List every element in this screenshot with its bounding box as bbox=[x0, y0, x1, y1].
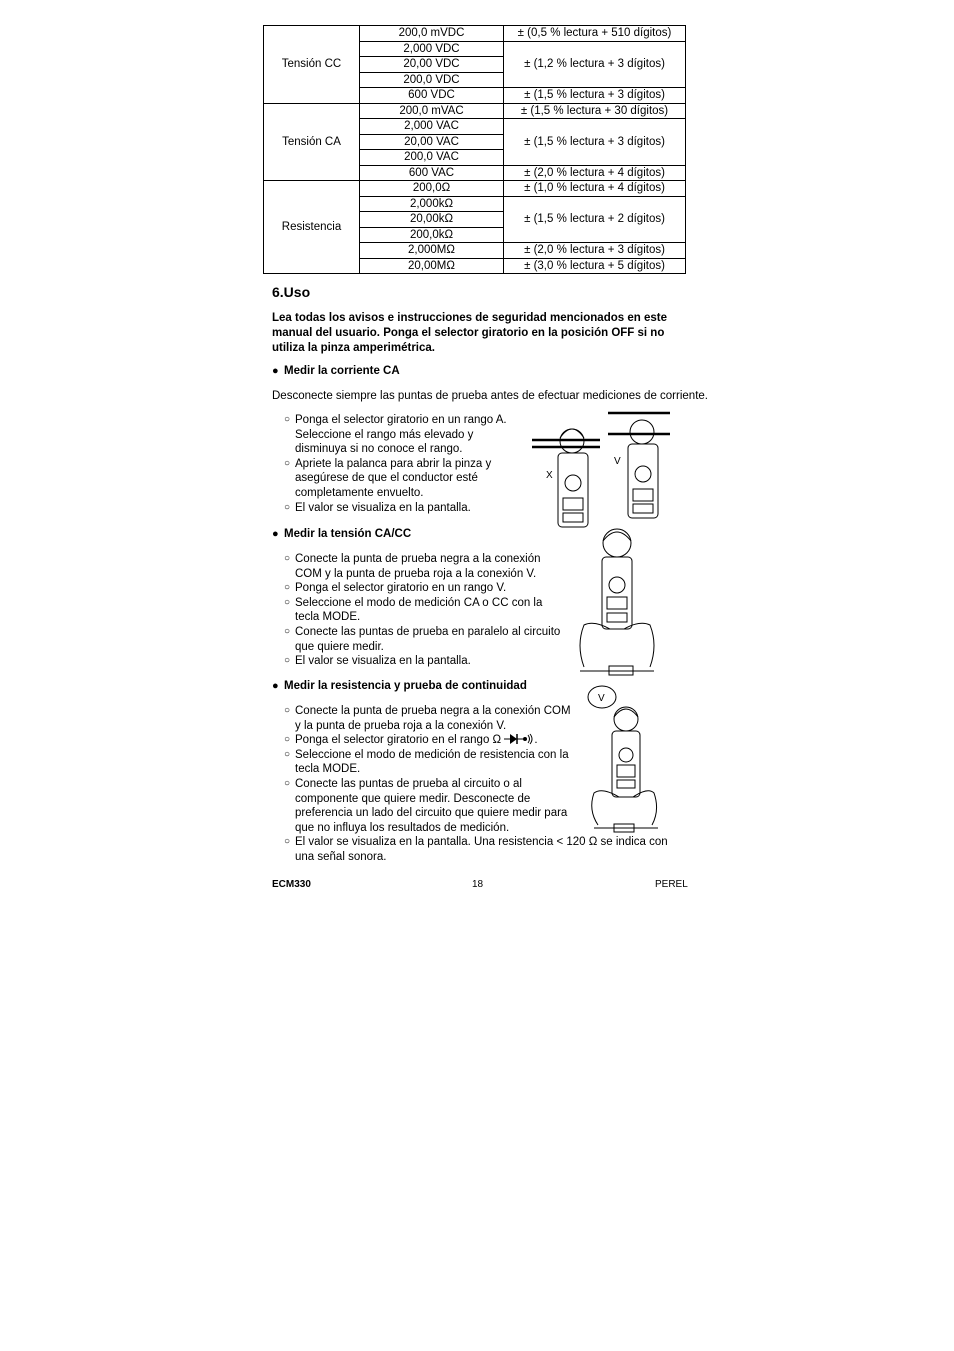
range-cell: 20,00 VDC bbox=[360, 57, 504, 73]
list-item: ○ Seleccione el modo de medición CA o CC con la tecla MODE. bbox=[284, 596, 543, 624]
accuracy-cell: ± (3,0 % lectura + 5 dígitos) bbox=[504, 258, 686, 274]
footer-model: ECM330 bbox=[272, 879, 311, 890]
fig-label-v: V bbox=[598, 693, 605, 704]
circle-bullet-icon: ○ bbox=[284, 748, 291, 760]
heading-voltage-text: Medir la tensión CA/CC bbox=[284, 528, 412, 540]
range-cell: 20,00MΩ bbox=[360, 258, 504, 274]
voltage-steps bbox=[284, 552, 564, 669]
resistance-steps bbox=[284, 704, 668, 865]
list-item: ○ Ponga el selector giratorio en un rango A. Seleccione el rango más elevado y disminuya si no conoce el rango. bbox=[284, 414, 507, 456]
list-item: ○ Apriete la palanca para abrir la pinza y asegúrese de que el conductor esté completamente envuelto. bbox=[284, 457, 492, 499]
list-item: ○ El valor se visualiza en la pantalla. bbox=[284, 501, 471, 514]
range-cell: 200,0 mVAC bbox=[360, 103, 504, 119]
heading-current-text: Medir la corriente CA bbox=[284, 365, 400, 377]
circle-bullet-icon: ○ bbox=[284, 777, 291, 789]
group-name-dc: Tensión CC bbox=[264, 26, 360, 104]
safety-intro: Lea todas los avisos e instrucciones de seguridad mencionados en este manual del usuario. Ponga el selector giratorio en la posición OFF si no utiliza la pinza amperimétrica. bbox=[272, 312, 667, 354]
diode-continuity-icon bbox=[504, 733, 534, 745]
current-measure-figure bbox=[530, 408, 675, 530]
footer-page-number: 18 bbox=[472, 879, 484, 890]
range-cell: 2,000kΩ bbox=[360, 196, 504, 212]
circle-bullet-icon: ○ bbox=[284, 625, 291, 637]
accuracy-cell: ± (1,5 % lectura + 3 dígitos) bbox=[504, 119, 686, 166]
list-item: ○ El valor se visualiza en la pantalla. Una resistencia < 120 Ω se indica con una señal sonora. bbox=[284, 836, 668, 863]
range-cell: 200,0 VDC bbox=[360, 72, 504, 88]
current-steps bbox=[284, 413, 524, 515]
current-note: Desconecte siempre las puntas de prueba antes de efectuar mediciones de corriente. bbox=[272, 390, 708, 402]
bullet-icon: ● bbox=[272, 365, 279, 377]
range-cell: 600 VDC bbox=[360, 88, 504, 104]
footer-brand: PEREL bbox=[655, 879, 688, 890]
circle-bullet-icon: ○ bbox=[284, 734, 291, 746]
accuracy-cell: ± (2,0 % lectura + 3 dígitos) bbox=[504, 243, 686, 259]
fig-label-x: X bbox=[546, 470, 553, 481]
circle-bullet-icon: ○ bbox=[284, 655, 291, 667]
specifications-table bbox=[263, 25, 686, 274]
accuracy-cell: ± (1,2 % lectura + 3 dígitos) bbox=[504, 41, 686, 88]
accuracy-cell: ± (0,5 % lectura + 510 dígitos) bbox=[504, 26, 686, 42]
range-cell: 2,000MΩ bbox=[360, 243, 504, 259]
voltage-measure-figure bbox=[574, 525, 660, 677]
accuracy-cell: ± (1,5 % lectura + 2 dígitos) bbox=[504, 196, 686, 243]
range-cell: 200,0kΩ bbox=[360, 227, 504, 243]
circle-bullet-icon: ○ bbox=[284, 457, 291, 469]
bullet-icon: ● bbox=[272, 680, 279, 692]
heading-resistance-text: Medir la resistencia y prueba de continuidad bbox=[284, 680, 527, 692]
circle-bullet-icon: ○ bbox=[284, 582, 291, 594]
group-name-resistance: Resistencia bbox=[264, 181, 360, 274]
range-cell: 200,0 VAC bbox=[360, 150, 504, 166]
accuracy-cell: ± (2,0 % lectura + 4 dígitos) bbox=[504, 165, 686, 181]
range-cell: 200,0 mVDC bbox=[360, 26, 504, 42]
range-cell: 200,0Ω bbox=[360, 181, 504, 197]
list-item: ○ Conecte las puntas de prueba en paralelo al circuito que quiere medir. bbox=[284, 625, 561, 653]
circle-bullet-icon: ○ bbox=[284, 705, 291, 716]
list-item: ○ Ponga el selector giratorio en un rango V. bbox=[284, 582, 507, 595]
range-cell: 600 VAC bbox=[360, 165, 504, 181]
heading-current bbox=[272, 365, 400, 377]
range-cell: 20,00kΩ bbox=[360, 212, 504, 228]
group-name-ac: Tensión CA bbox=[264, 103, 360, 181]
resistance-measure-figure bbox=[586, 685, 662, 833]
section-title: 6.Uso bbox=[272, 284, 311, 300]
circle-bullet-icon: ○ bbox=[284, 553, 291, 564]
list-item: ○ Conecte la punta de prueba negra a la conexión COM y la punta de prueba roja a la conexión V. bbox=[284, 553, 541, 580]
range-cell: 20,00 VAC bbox=[360, 134, 504, 150]
list-item: ○ El valor se visualiza en la pantalla. bbox=[284, 655, 471, 668]
list-item: ○ Ponga el selector giratorio en el rango Ω . bbox=[284, 734, 538, 747]
list-item: ○ Conecte las puntas de prueba al circuito o al componente que quiere medir. Desconecte de preferencia un lado del circuito que quiere medir para que no influya los resultados de medición. bbox=[284, 777, 568, 834]
range-cell: 2,000 VAC bbox=[360, 119, 504, 135]
range-cell: 2,000 VDC bbox=[360, 41, 504, 57]
circle-bullet-icon: ○ bbox=[284, 836, 291, 848]
heading-voltage bbox=[272, 528, 411, 540]
accuracy-cell: ± (1,0 % lectura + 4 dígitos) bbox=[504, 181, 686, 197]
fig-label-v: V bbox=[614, 456, 621, 467]
bullet-icon: ● bbox=[272, 528, 279, 540]
list-item: ○ Conecte la punta de prueba negra a la conexión COM y la punta de prueba roja a la conexión V. bbox=[284, 705, 571, 732]
heading-resistance bbox=[272, 680, 527, 692]
list-item: ○ Seleccione el modo de medición de resistencia con la tecla MODE. bbox=[284, 748, 569, 776]
circle-bullet-icon: ○ bbox=[284, 414, 291, 425]
circle-bullet-icon: ○ bbox=[284, 501, 291, 513]
accuracy-cell: ± (1,5 % lectura + 3 dígitos) bbox=[504, 88, 686, 104]
accuracy-cell: ± (1,5 % lectura + 30 dígitos) bbox=[504, 103, 686, 119]
circle-bullet-icon: ○ bbox=[284, 596, 291, 608]
